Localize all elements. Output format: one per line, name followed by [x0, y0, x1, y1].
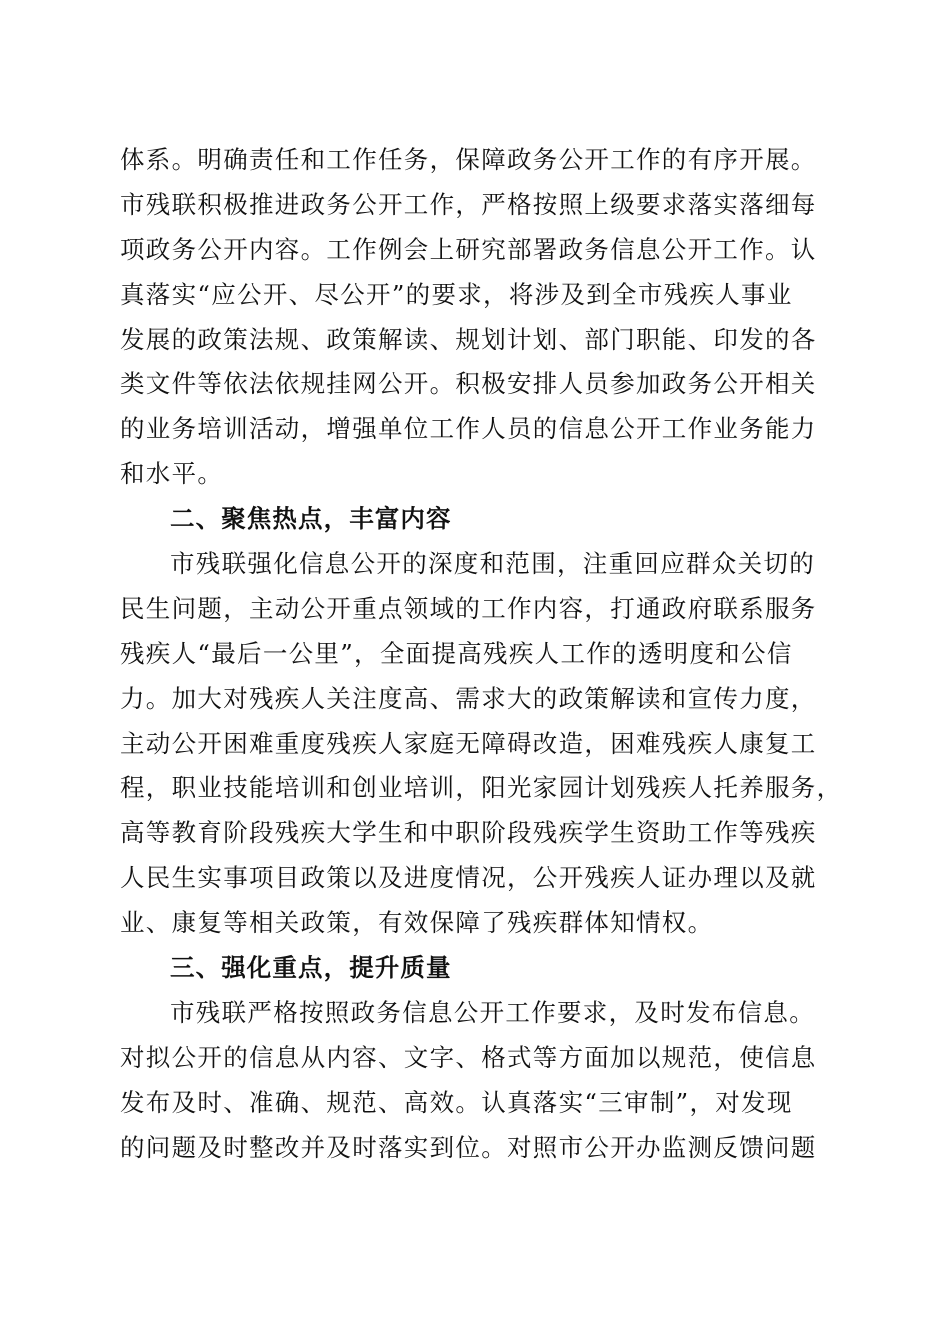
text-line: 力。加大对残疾人关注度高、需求大的政策解读和宣传力度，: [120, 683, 817, 713]
paragraph-first-line: 市残联严格按照政务信息公开工作要求，及时发布信息。: [170, 997, 815, 1027]
paragraph-first-line: 市残联强化信息公开的深度和范围，注重回应群众关切的: [170, 549, 815, 579]
document-body: [120, 138, 843, 1170]
text-line: 体系。明确责任和工作任务，保障政务公开工作的有序开展。: [120, 145, 817, 174]
text-line: 业、康复等相关政策，有效保障了残疾群体知情权。: [120, 908, 714, 938]
text-line: 残疾人“最后一公里”，全面提高残疾人工作的透明度和公信: [120, 638, 793, 668]
text-line: 人民生实事项目政策以及进度情况，公开残疾人证办理以及就: [120, 863, 817, 893]
text-line: 发展的政策法规、政策解读、规划计划、部门职能、印发的各: [120, 324, 817, 354]
text-line: 主动公开困难重度残疾人家庭无障碍改造，困难残疾人康复工: [120, 728, 817, 758]
text-line: 市残联积极推进政务公开工作，严格按照上级要求落实落细每: [120, 189, 817, 219]
text-line: 民生问题，主动公开重点领域的工作内容，打通政府联系服务: [120, 593, 817, 623]
text-line: 发布及时、准确、规范、高效。认真落实“三审制”，对发现: [120, 1087, 793, 1117]
text-line: 真落实“应公开、尽公开”的要求，将涉及到全市残疾人事业: [120, 279, 793, 309]
text-line: 高等教育阶段残疾大学生和中职阶段残疾学生资助工作等残疾: [120, 818, 817, 848]
text-line: 程，职业技能培训和创业培训，阳光家园计划残疾人托养服务，: [120, 773, 843, 803]
text-line: 的业务培训活动，增强单位工作人员的信息公开工作业务能力: [120, 414, 817, 444]
text-line: 对拟公开的信息从内容、文字、格式等方面加以规范，使信息: [120, 1042, 817, 1072]
text-line: 的问题及时整改并及时落实到位。对照市公开办监测反馈问题: [120, 1132, 817, 1162]
text-line: 类文件等依法依规挂网公开。积极安排人员参加政务公开相关: [120, 369, 817, 399]
section-heading: 三、强化重点，提升质量: [170, 953, 452, 983]
text-line: 项政务公开内容。工作例会上研究部署政务信息公开工作。认: [120, 234, 817, 264]
text-line: 和水平。: [120, 459, 224, 489]
section-heading: 二、聚焦热点，丰富内容: [170, 504, 452, 534]
